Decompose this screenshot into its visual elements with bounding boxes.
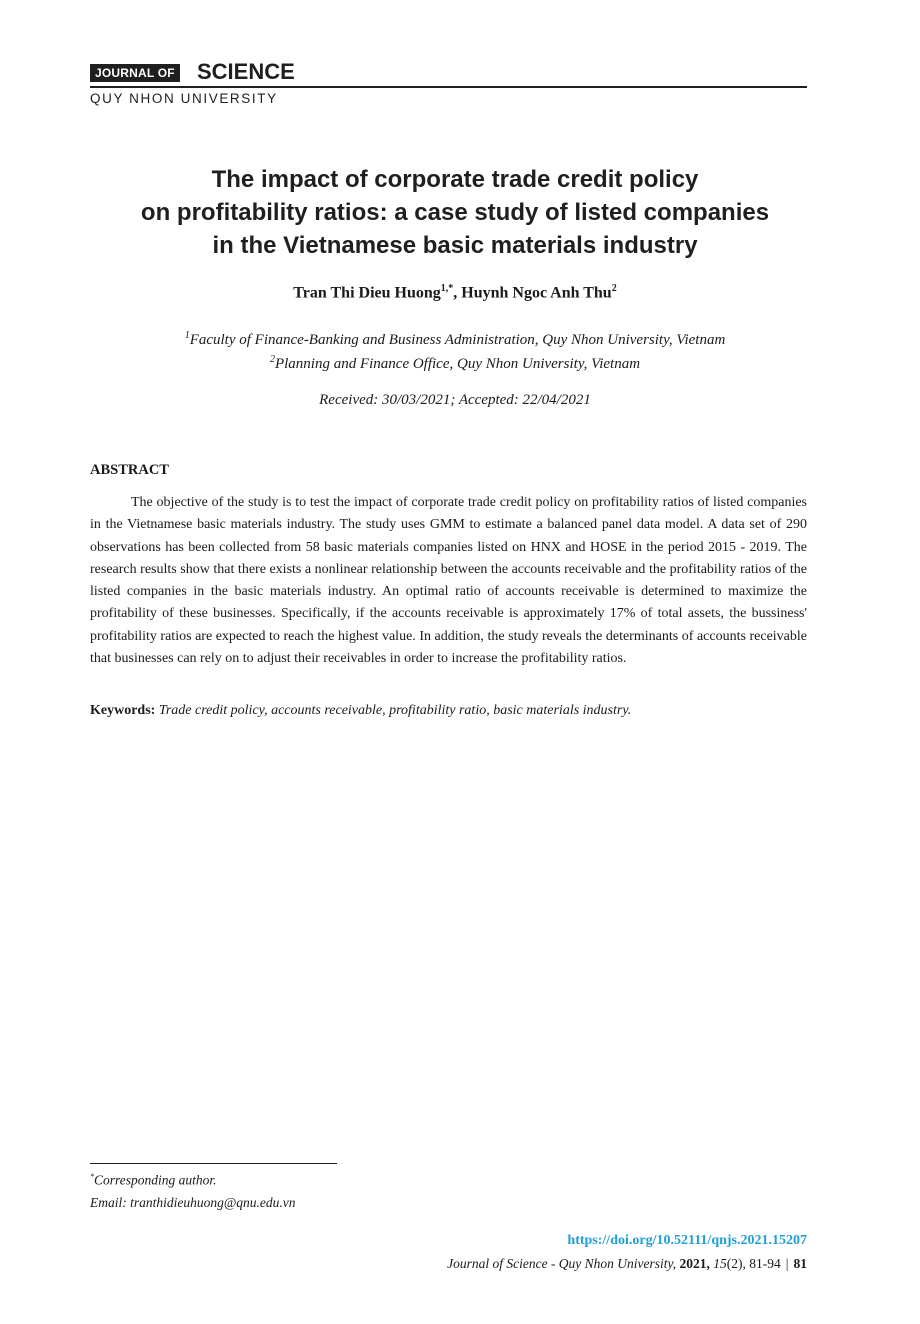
university-name: QUY NHON UNIVERSITY <box>90 91 278 106</box>
affiliation-marker: 2 <box>269 354 275 365</box>
affiliation-text: Planning and Finance Office, Quy Nhon University, Vietnam <box>274 356 641 372</box>
footer-journal: Journal of Science - Quy Nhon University, <box>447 1256 677 1271</box>
footer-issue-pages: (2), 81-94 <box>726 1256 781 1271</box>
title-line: The impact of corporate trade credit policy <box>211 166 699 193</box>
footer-volume: 15 <box>713 1256 727 1271</box>
abstract-body: The objective of the study is to test the impact of corporate trade credit policy on profitability ratios of listed companies in the Vietnamese basic materials industry. The study uses GMM to estimate a balanced panel data model. A data set of 290 observations has been collected from 58 basic materials companies listed on HNX and HOSE in the period 2015 - 2019. The research results show that there exists a nonlinear relationship between the accounts receivable and the profitability ratios of the listed companies in the basic materials industry. An optimal ratio of accounts receivable is determined to maximize the profitability of these businesses. Specifically, if the accounts receivable is approximately 17% of total assets, the bussiness' profitability ratios are expected to reach the highest value. In addition, the study reveals the determinants of accounts receivable that businesses can rely on to adjust their receivables in order to increase the profitability ratios. <box>90 495 807 667</box>
email-label: Email: <box>90 1195 131 1210</box>
author-affiliation-marker: 2 <box>611 283 617 294</box>
header-rule <box>90 86 807 88</box>
affiliation-marker: 1 <box>184 330 190 341</box>
keywords-label: Keywords: <box>90 703 156 718</box>
affiliation <box>90 330 820 349</box>
page-number: 81 <box>793 1256 807 1271</box>
citation-footer <box>447 1256 807 1272</box>
paper-title <box>90 163 820 262</box>
footnote-rule <box>90 1163 337 1164</box>
affiliation-text: Faculty of Finance-Banking and Business Administration, Quy Nhon University, Vietnam <box>189 332 726 348</box>
keywords-value: Trade credit policy, accounts receivable, profitability ratio, basic materials industry. <box>158 703 632 718</box>
received-accepted-dates: Received: 30/03/2021; Accepted: 22/04/2021 <box>319 392 591 408</box>
doi-link[interactable]: https://doi.org/10.52111/qnjs.2021.15207 <box>567 1233 807 1248</box>
title-line: on profitability ratios: a case study of listed companies <box>140 199 770 226</box>
corresponding-author-text: Corresponding author. <box>94 1172 217 1188</box>
author-name: Tran Thi Dieu Huong <box>293 284 441 302</box>
email-address[interactable]: tranthidieuhuong@qnu.edu.vn <box>130 1195 296 1210</box>
footer-year: 2021, <box>679 1256 710 1271</box>
corresponding-author-note <box>90 1172 217 1189</box>
author-affiliation-marker: 1,* <box>440 283 454 294</box>
author-name: Huynh Ngoc Anh Thu <box>461 284 612 302</box>
abstract-heading: ABSTRACT <box>90 462 169 478</box>
footer-separator: | <box>785 1256 789 1271</box>
journal-name: SCIENCE <box>197 59 295 84</box>
title-line: in the Vietnamese basic materials industry <box>212 232 698 259</box>
affiliation <box>90 354 820 373</box>
author-list <box>90 283 820 302</box>
journal-label-box: JOURNAL OF <box>90 64 180 82</box>
keywords <box>90 703 807 719</box>
footnote-marker: * <box>90 1172 94 1181</box>
corresponding-email <box>90 1195 296 1211</box>
author-separator: , <box>453 284 462 302</box>
